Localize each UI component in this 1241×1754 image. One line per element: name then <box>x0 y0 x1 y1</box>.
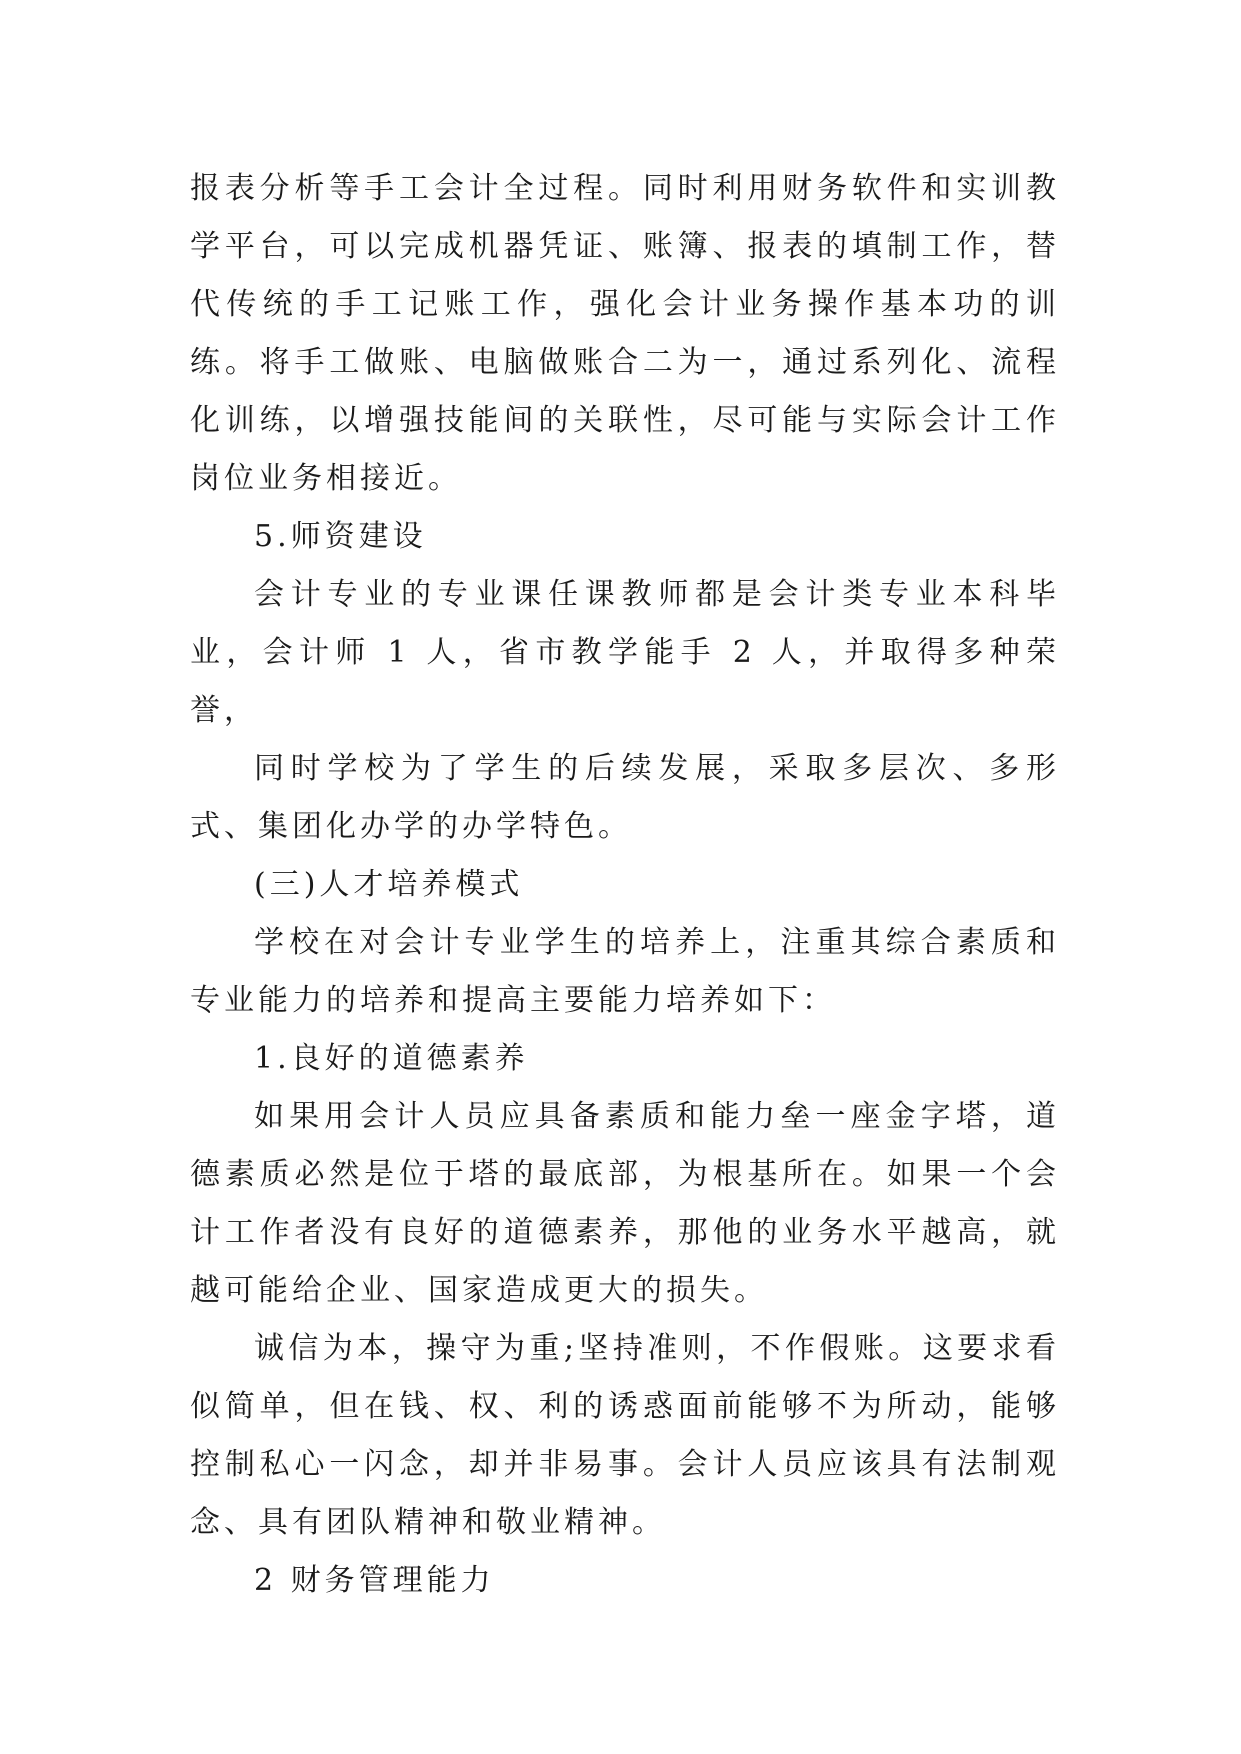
heading-talent-training-mode: (三)人才培养模式 <box>254 867 524 902</box>
paragraph-training-focus: 学校在对会计专业学生的培养上，注重其综合素质和专业能力的培养和提高主要能力培养如下： <box>190 925 1060 1018</box>
heading-financial-management: 2 财务管理能力 <box>254 1563 495 1598</box>
heading-faculty-building: 5.师资建设 <box>254 519 427 554</box>
paragraph-school-development: 同时学校为了学生的后续发展，采取多层次、多形式、集团化办学的办学特色。 <box>190 751 1060 844</box>
paragraph-pyramid-metaphor: 如果用会计人员应具备素质和能力垒一座金字塔，道德素质必然是位于塔的最底部，为根基所在。如果一个会计工作者没有良好的道德素养，那他的业务水平越高，就越可能给企业、国家造成更大的损失。 <box>190 1099 1060 1308</box>
document-body <box>190 160 1060 1610</box>
heading-moral-quality: 1.良好的道德素养 <box>254 1041 529 1076</box>
paragraph-faculty-qualifications: 会计专业的专业课任课教师都是会计类专业本科毕业，会计师 1 人，省市教学能手 2 人，并取得多种荣誉， <box>190 577 1060 728</box>
paragraph-manual-accounting: 报表分析等手工会计全过程。同时利用财务软件和实训教学平台，可以完成机器凭证、账簿、报表的填制工作，替代传统的手工记账工作，强化会计业务操作基本功的训练。将手工做账、电脑做账合二为一，通过系列化、流程化训练，以增强技能间的关联性，尽可能与实际会计工作岗位业务相接近。 <box>190 171 1060 496</box>
paragraph-integrity: 诚信为本，操守为重;坚持准则，不作假账。这要求看似简单，但在钱、权、利的诱惑面前能够不为所动，能够控制私心一闪念，却并非易事。会计人员应该具有法制观念、具有团队精神和敬业精神。 <box>190 1331 1060 1540</box>
